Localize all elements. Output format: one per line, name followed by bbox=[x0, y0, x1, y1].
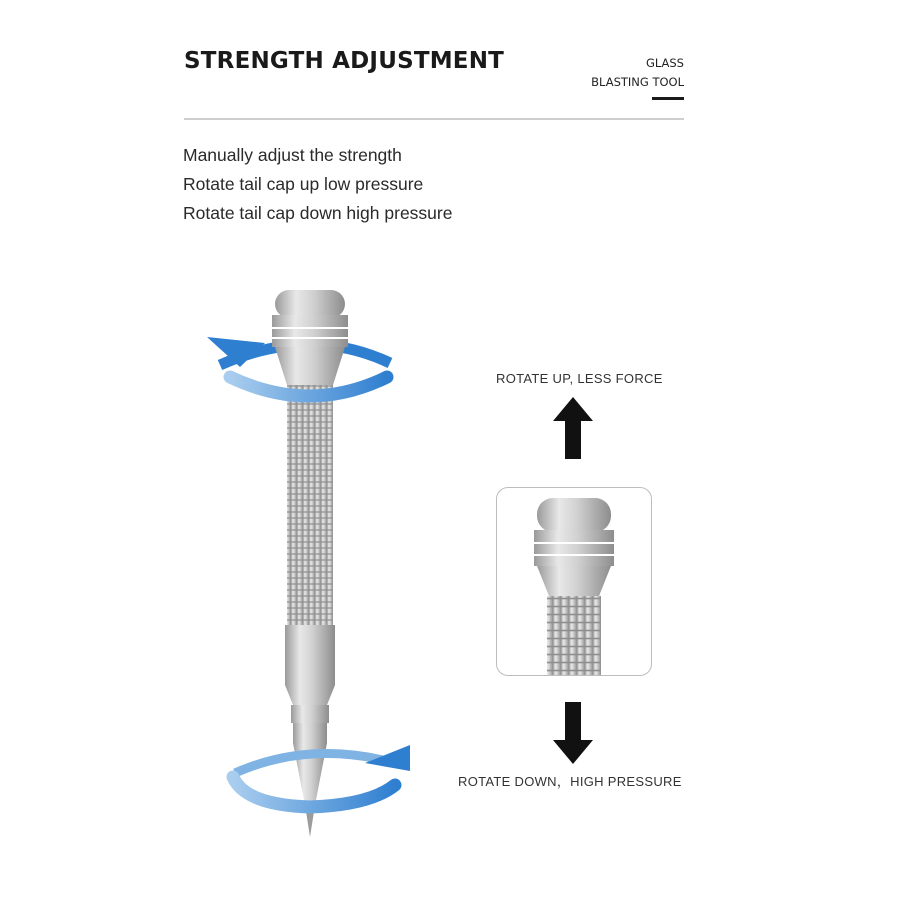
tool-illustration bbox=[195, 285, 425, 845]
arrow-up-icon bbox=[553, 397, 593, 459]
description-line-2: Rotate tail cap up low pressure bbox=[183, 174, 424, 194]
brand-line-1: GLASS bbox=[645, 56, 684, 70]
description-line-3: Rotate tail cap down high pressure bbox=[183, 203, 453, 223]
brand-line-2: BLASTING TOOL bbox=[591, 75, 684, 89]
caption-rotate-down: ROTATE DOWN，HIGH PRESSURE bbox=[458, 774, 682, 789]
zoom-detail-panel bbox=[496, 487, 652, 676]
brand-label bbox=[591, 54, 684, 92]
page-title: STRENGTH ADJUSTMENT bbox=[184, 48, 505, 74]
brand-underline bbox=[652, 97, 684, 100]
description bbox=[183, 141, 452, 228]
caption-rotate-up: ROTATE UP, LESS FORCE bbox=[496, 371, 663, 386]
divider bbox=[184, 118, 684, 120]
arrow-down-icon bbox=[553, 702, 593, 764]
description-line-1: Manually adjust the strength bbox=[183, 145, 402, 165]
zoom-detail-image bbox=[497, 488, 651, 675]
